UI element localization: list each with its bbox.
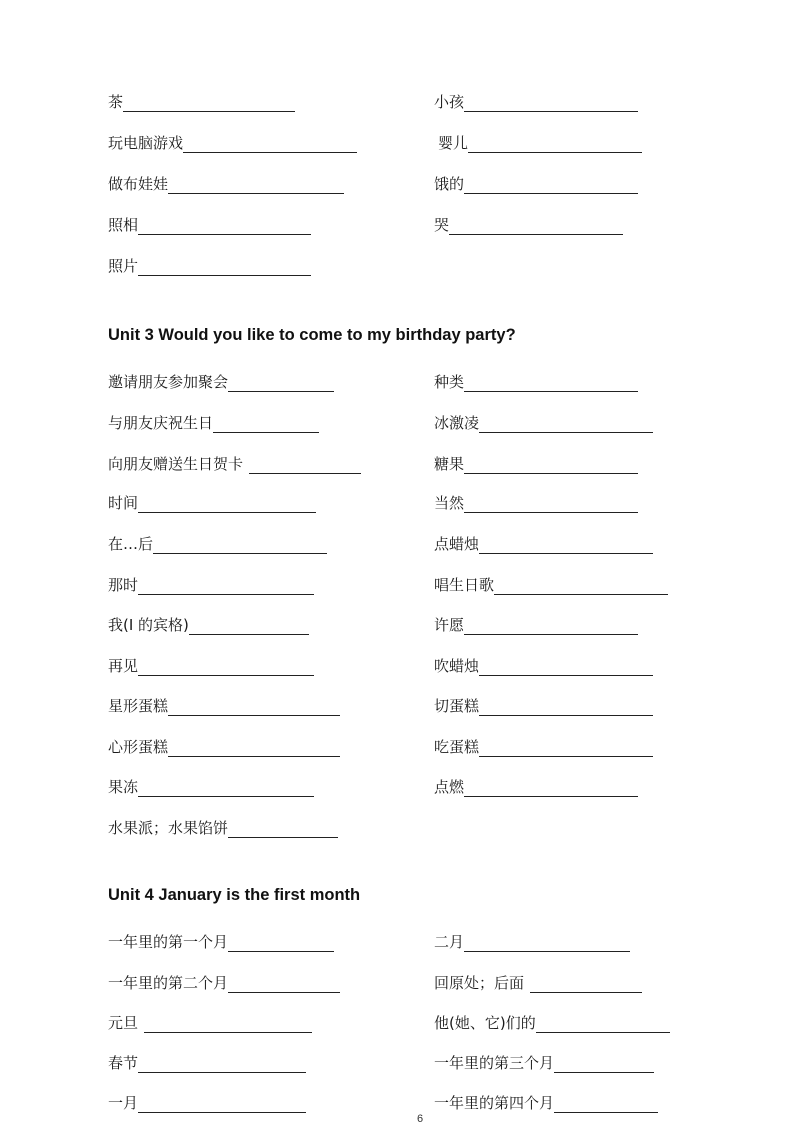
vocab-item xyxy=(434,773,638,797)
vocab-label: 点燃 xyxy=(434,778,465,796)
answer-blank[interactable] xyxy=(138,259,311,276)
answer-blank[interactable] xyxy=(213,416,319,433)
vocab-label: 一月 xyxy=(108,1094,139,1112)
answer-blank[interactable] xyxy=(494,578,668,595)
answer-blank[interactable] xyxy=(138,1056,306,1073)
unit-4-heading: Unit 4 January is the first month xyxy=(108,886,361,904)
vocab-item xyxy=(108,211,311,235)
answer-blank[interactable] xyxy=(468,136,642,153)
vocab-item xyxy=(434,409,653,433)
vocab-item xyxy=(434,733,653,757)
answer-blank[interactable] xyxy=(144,1016,312,1033)
answer-blank[interactable] xyxy=(168,699,340,716)
vocab-item xyxy=(434,450,638,474)
answer-blank[interactable] xyxy=(138,780,314,797)
vocab-item xyxy=(108,129,357,153)
answer-blank[interactable] xyxy=(554,1096,658,1113)
vocab-label: 小孩 xyxy=(434,93,465,111)
answer-blank[interactable] xyxy=(479,740,653,757)
answer-blank[interactable] xyxy=(249,457,361,474)
answer-blank[interactable] xyxy=(479,699,653,716)
vocab-label: 切蛋糕 xyxy=(434,697,480,715)
vocab-item xyxy=(108,489,316,513)
answer-blank[interactable] xyxy=(138,659,314,676)
answer-blank[interactable] xyxy=(138,218,311,235)
vocab-item xyxy=(434,88,638,112)
vocab-label: 果冻 xyxy=(108,778,139,796)
vocab-label: 糖果 xyxy=(434,455,465,473)
answer-blank[interactable] xyxy=(228,375,334,392)
answer-blank[interactable] xyxy=(138,496,316,513)
vocab-item xyxy=(108,733,340,757)
answer-blank[interactable] xyxy=(464,95,638,112)
vocab-item xyxy=(434,652,653,676)
vocab-label: 许愿 xyxy=(434,616,465,634)
vocab-item xyxy=(108,368,334,392)
answer-blank[interactable] xyxy=(228,935,334,952)
vocab-label: 向朋友赠送生日贺卡 xyxy=(108,455,244,473)
vocab-item xyxy=(108,530,327,554)
answer-blank[interactable] xyxy=(228,821,338,838)
vocab-label: 与朋友庆祝生日 xyxy=(108,414,214,432)
vocab-item xyxy=(438,129,642,153)
vocab-item xyxy=(108,652,314,676)
answer-blank[interactable] xyxy=(554,1056,654,1073)
vocab-label: 邀请朋友参加聚会 xyxy=(108,373,229,391)
vocab-label: 做布娃娃 xyxy=(108,175,169,193)
answer-blank[interactable] xyxy=(479,659,653,676)
answer-blank[interactable] xyxy=(189,618,309,635)
answer-blank[interactable] xyxy=(168,740,340,757)
vocab-item xyxy=(434,611,638,635)
vocab-label: 在…后 xyxy=(108,535,154,553)
vocab-label: 茶 xyxy=(108,93,124,111)
vocab-item xyxy=(434,368,638,392)
vocab-item xyxy=(434,928,630,952)
vocab-label: 饿的 xyxy=(434,175,465,193)
vocab-label: 一年里的第一个月 xyxy=(108,933,229,951)
answer-blank[interactable] xyxy=(464,496,638,513)
answer-blank[interactable] xyxy=(479,537,653,554)
answer-blank[interactable] xyxy=(183,136,357,153)
vocab-label: 一年里的第二个月 xyxy=(108,974,229,992)
vocab-label: 点蜡烛 xyxy=(434,535,480,553)
answer-blank[interactable] xyxy=(168,177,344,194)
vocab-label: 玩电脑游戏 xyxy=(108,134,184,152)
answer-blank[interactable] xyxy=(464,177,638,194)
vocab-label: 那时 xyxy=(108,576,139,594)
vocab-item xyxy=(108,1009,312,1033)
answer-blank[interactable] xyxy=(153,537,327,554)
vocab-item xyxy=(108,692,340,716)
answer-blank[interactable] xyxy=(228,976,340,993)
answer-blank[interactable] xyxy=(138,1096,306,1113)
vocab-item xyxy=(108,170,344,194)
vocab-item xyxy=(108,450,361,474)
vocab-label: 再见 xyxy=(108,657,139,675)
answer-blank[interactable] xyxy=(464,780,638,797)
vocab-label: 二月 xyxy=(434,933,465,951)
vocab-label: 一年里的第四个月 xyxy=(434,1094,555,1112)
vocab-item xyxy=(108,928,334,952)
vocab-item xyxy=(434,692,653,716)
vocab-label: 照片 xyxy=(108,257,139,275)
vocab-label: 种类 xyxy=(434,373,465,391)
answer-blank[interactable] xyxy=(479,416,653,433)
vocab-item xyxy=(434,571,668,595)
answer-blank[interactable] xyxy=(464,618,638,635)
vocab-item xyxy=(434,211,623,235)
vocab-item xyxy=(108,409,319,433)
vocab-item xyxy=(434,489,638,513)
vocab-item xyxy=(434,1049,654,1073)
vocab-label: 一年里的第三个月 xyxy=(434,1054,555,1072)
vocab-item xyxy=(434,969,642,993)
vocab-item xyxy=(108,969,340,993)
answer-blank[interactable] xyxy=(123,95,295,112)
vocab-item xyxy=(108,773,314,797)
vocab-label: 唱生日歌 xyxy=(434,576,495,594)
vocab-item xyxy=(108,571,314,595)
vocab-item xyxy=(434,1009,670,1033)
vocab-item xyxy=(108,88,295,112)
vocab-label: 元旦 xyxy=(108,1014,139,1032)
vocab-label: 星形蛋糕 xyxy=(108,697,169,715)
vocab-label: 吃蛋糕 xyxy=(434,738,480,756)
vocab-label: 冰激凌 xyxy=(434,414,480,432)
vocab-label: 水果派；水果馅饼 xyxy=(108,819,229,837)
vocab-label: 吹蜡烛 xyxy=(434,657,480,675)
vocab-label: 婴儿 xyxy=(438,134,469,152)
vocab-item xyxy=(108,252,311,276)
vocab-label: 回原处；后面 xyxy=(434,974,525,992)
vocab-item xyxy=(108,1049,306,1073)
answer-blank[interactable] xyxy=(449,218,623,235)
page-number: 6 xyxy=(416,1113,424,1125)
vocab-label: 当然 xyxy=(434,494,465,512)
vocab-label: 哭 xyxy=(434,216,450,234)
vocab-item xyxy=(434,1089,658,1113)
vocab-label: 春节 xyxy=(108,1054,139,1072)
vocab-label: 照相 xyxy=(108,216,139,234)
unit-3-heading: Unit 3 Would you like to come to my birthday party? xyxy=(108,326,516,344)
vocab-item xyxy=(434,170,638,194)
vocab-item xyxy=(108,1089,306,1113)
vocab-item xyxy=(108,814,338,838)
answer-blank[interactable] xyxy=(536,1016,670,1033)
answer-blank[interactable] xyxy=(138,578,314,595)
vocab-label: 我(I 的宾格) xyxy=(108,616,189,634)
vocab-item xyxy=(108,611,309,635)
answer-blank[interactable] xyxy=(530,976,642,993)
answer-blank[interactable] xyxy=(464,457,638,474)
answer-blank[interactable] xyxy=(464,935,630,952)
vocab-label: 心形蛋糕 xyxy=(108,738,169,756)
vocab-label: 时间 xyxy=(108,494,139,512)
vocab-item xyxy=(434,530,653,554)
vocab-label: 他(她、它)们的 xyxy=(434,1014,536,1032)
answer-blank[interactable] xyxy=(464,375,638,392)
